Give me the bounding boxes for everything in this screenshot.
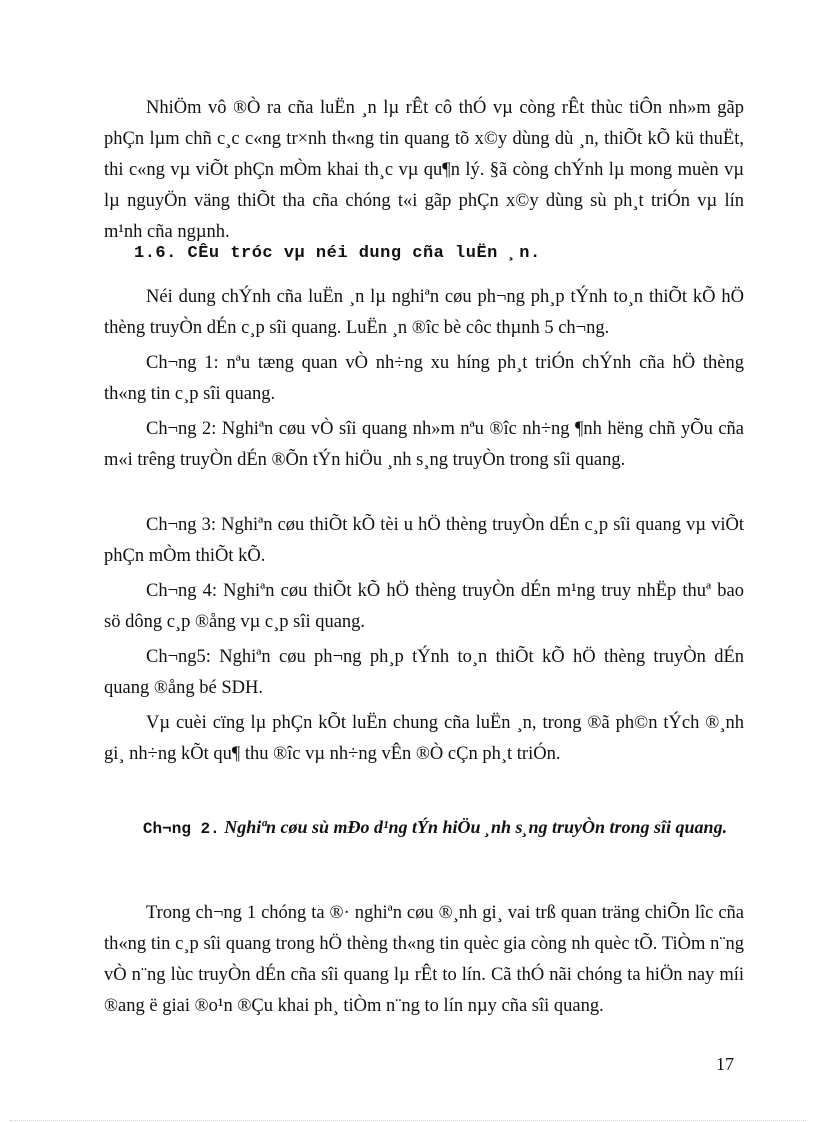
conclusion-paragraph: Vµ cuèi cïng lµ phÇn kÕt luËn chung cña luËn ¸n, trong ®ã ph©n tÝch ®¸nh gi¸ nh÷ng kÕt qu¶ thu ®îc vµ nh÷ng vÊn ®Ò cÇn ph¸t triÓn. — [104, 713, 744, 764]
chapter-intro-paragraph: Trong ch¬ng 1 chóng ta ®· nghiªn cøu ®¸nh gi¸ vai trß quan träng chiÕn lîc cña th«ng tin c¸p sîi quang trong hÖ thèng th«ng tin quèc gia còng nh quèc tÕ. TiÒm n¨ng vÒ n¨ng lùc truyÒn dÉn cña sîi quang lµ rÊt to lín. Cã thÓ nãi chóng ta hiÖn nay míi ®ang ë giai ®o¹n ®Çu khai ph¸ tiÒm n¨ng to lín nµy cña sîi quang. — [104, 903, 744, 1016]
chapter-label: Ch¬ng 2. — [142, 820, 220, 838]
content-paragraph: Néi dung chÝnh cña luËn ¸n lµ nghiªn cøu ph¬ng ph¸p tÝnh to¸n thiÕt kÕ hÖ thèng truyÒn dÉn c¸p sîi quang. LuËn ¸n ®îc bè côc thµnh 5 ch¬ng. — [104, 287, 744, 338]
chapter-2-summary: Ch¬ng 2: Nghiªn cøu vÒ sîi quang nh»m nªu ®îc nh÷ng ¶nh hëng chñ yÕu cña m«i trêng truyÒn dÉn ®Õn tÝn hiÖu ¸nh s¸ng truyÒn trong sîi quang. — [104, 419, 744, 470]
page-number: 17 — [716, 1054, 734, 1074]
section-heading: 1.6. CÊu tróc vµ néi dung cña luËn ¸n. — [134, 244, 541, 263]
chapter-title — [130, 812, 740, 845]
chapter-5-summary: Ch¬ng5: Nghiªn cøu ph¬ng ph¸p tÝnh to¸n thiÕt kÕ hÖ thèng truyÒn dÉn quang ®ång bé SDH. — [104, 647, 744, 698]
intro-paragraph: NhiÖm vô ®Ò ra cña luËn ¸n lµ rÊt cô thÓ vµ còng rÊt thùc tiÔn nh»m gãp phÇn lµm chñ c¸c c«ng tr×nh th«ng tin quang tõ x©y dùng dù ¸n, thiÕt kÕ kü thuËt, thi c«ng vµ viÕt phÇn mÒm khai th¸c vµ qu¶n lý. §ã còng chÝnh lµ mong muèn vµ lµ nguyÖn väng thiÕt tha cña chóng t«i gãp phÇn x©y dùng sù ph¸t triÓn vµ lín m¹nh cña ngµnh. — [104, 98, 744, 242]
chapter-3-summary: Ch¬ng 3: Nghiªn cøu thiÕt kÕ tèi u hÖ thèng truyÒn dÉn c¸p sîi quang vµ viÕt phÇn mÒm thiÕt kÕ. — [104, 515, 744, 566]
chapter-1-summary: Ch¬ng 1: nªu tæng quan vÒ nh÷ng xu híng ph¸t triÓn chÝnh cña hÖ thèng th«ng tin c¸p sîi quang. — [104, 353, 744, 404]
chapter-name: Nghiªn cøu sù mÐo d¹ng tÝn hiÖu ¸nh s¸ng truyÒn trong sîi quang. — [224, 817, 728, 837]
chapter-4-summary: Ch¬ng 4: Nghiªn cøu thiÕt kÕ hÖ thèng truyÒn dÉn m¹ng truy nhËp thuª bao sö dông c¸p ®ång vµ c¸p sîi quang. — [104, 581, 744, 632]
page-bottom-rule — [10, 1120, 806, 1121]
